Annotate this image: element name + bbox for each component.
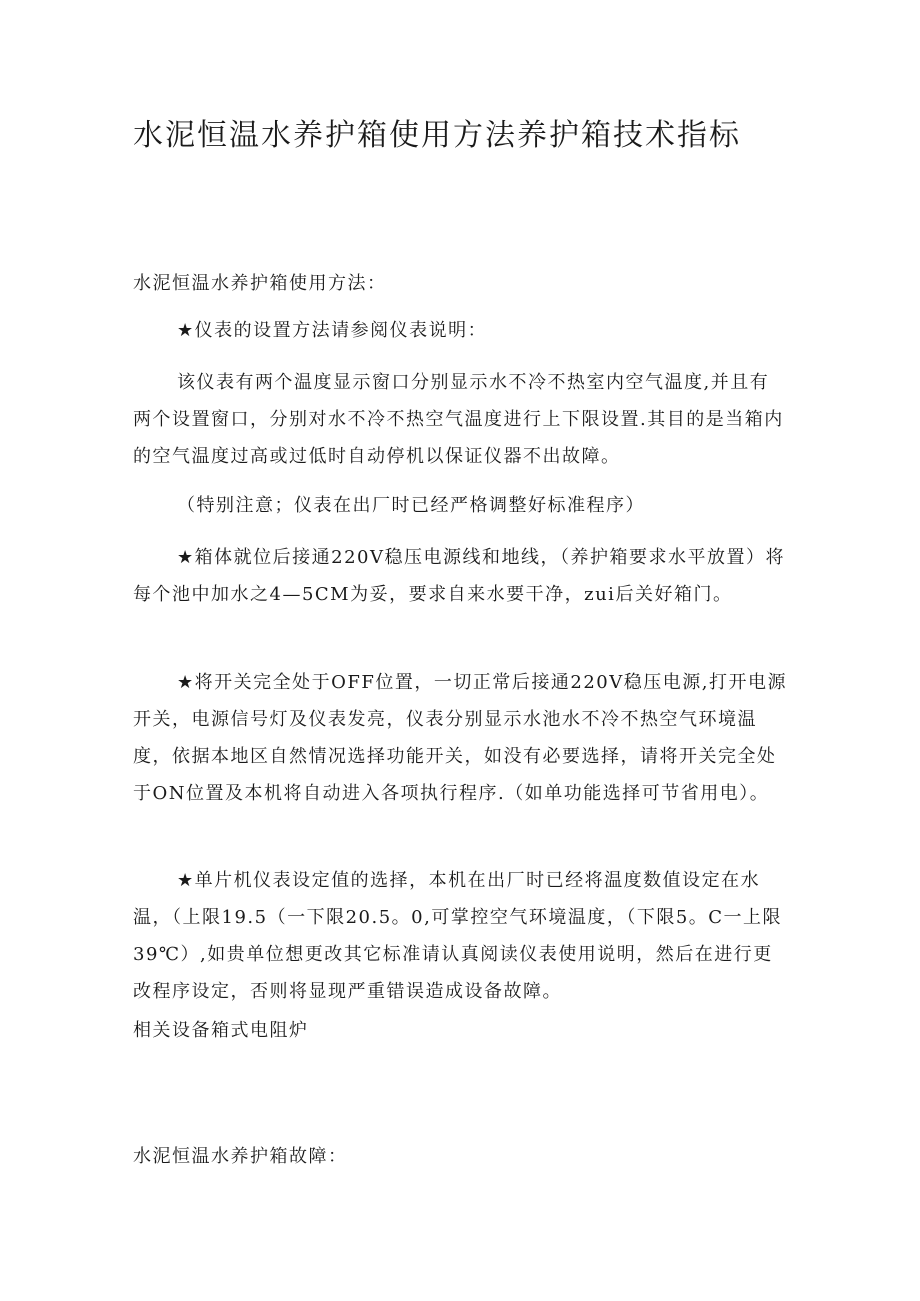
- paragraph-text: 将开关完全处于OFF位置，一切正常后接通220V稳压电源,打开电源开关，电源信号灯及仪表发亮，仪表分别显示水池水不冷不热空气环境温度，依据本地区自然情况选择功能开关，如没有必要选择，请将开关完全处于ON位置及本机将自动进入各项执行程序.（如单功能选择可节省用电）。: [133, 672, 787, 804]
- paragraph-text: 仪表的设置方法请参阅仪表说明：: [194, 320, 488, 341]
- star-bullet-icon: ★: [177, 870, 195, 891]
- section-heading-faults: 水泥恒温水养护箱故障：: [133, 1146, 348, 1167]
- paragraph-power-switch: [133, 664, 787, 812]
- paragraph-setpoint: [133, 862, 787, 1010]
- star-bullet-icon: ★: [177, 547, 195, 568]
- paragraph-text: 箱体就位后接通220V稳压电源线和地线，（养护箱要求水平放置）将每个池中加水之4—5CM为妥，要求自来水要干净，zui后关好箱门。: [133, 547, 785, 605]
- star-bullet-icon: ★: [177, 672, 195, 693]
- paragraph-text: 单片机仪表设定值的选择，本机在出厂时已经将温度数值设定在水温，（上限19.5（一下限20.5。0,可掌控空气环境温度，（下限5。C一上限39℃）,如贵单位想更改其它标准请认真阅读仪表使用说明，然后在进行更改程序设定，否则将显现严重错误造成设备故障。: [133, 870, 783, 1002]
- paragraph-special-note: （特别注意；仪表在出厂时已经严格调整好标准程序）: [177, 495, 645, 516]
- related-equipment-text: 相关设备箱式电阻炉: [133, 1020, 309, 1041]
- document-title: 水泥恒温水养护箱使用方法养护箱技术指标: [133, 118, 741, 153]
- star-bullet-icon: ★: [177, 320, 195, 341]
- paragraph-meter-settings: [133, 312, 787, 349]
- paragraph-installation: [133, 539, 787, 613]
- paragraph-display-windows: 该仪表有两个温度显示窗口分别显示水不冷不热室内空气温度,并且有两个设置窗口，分别对水不冷不热空气温度进行上下限设置.其目的是当箱内的空气温度过高或过低时自动停机以保证仪器不出故障。: [133, 372, 784, 467]
- section-heading-usage: 水泥恒温水养护箱使用方法：: [133, 273, 387, 294]
